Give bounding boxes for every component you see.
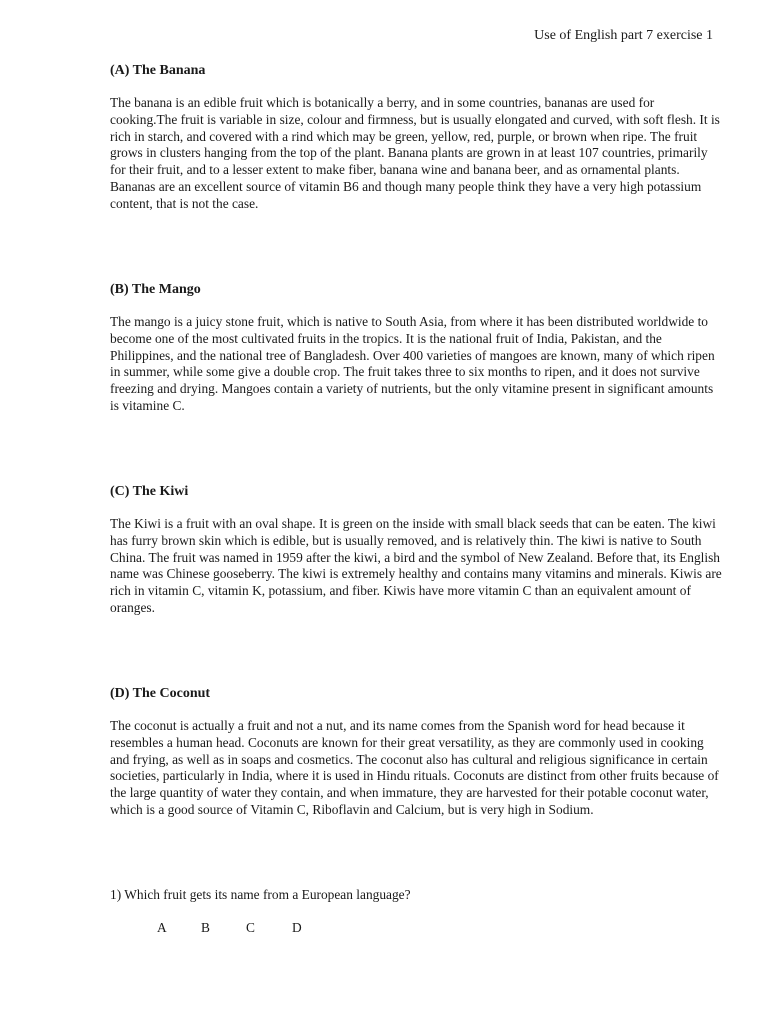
page-header-title: Use of English part 7 exercise 1: [534, 28, 713, 43]
option-c: C: [246, 920, 255, 935]
section-title-mango: (B) The Mango: [110, 282, 201, 297]
section-paragraph-mango: The mango is a juicy stone fruit, which is native to South Asia, from where it has been distributed worldwide to become one of the most cultivated fruits in the tropics. It is the national fruit of India, Pakistan, and the Philippines, and the national tree of Bangladesh. Over 400 varieties of mangoes are known, many of which ripen in summer, while some give a double crop. The fruit takes three to six months to ripen, and it does not survive freezing and drying. Mangoes contain a variety of nutrients, but the only vitamine present in significant amounts is vitamine C.: [110, 314, 715, 413]
question-text: 1) Which fruit gets its name from a European language?: [110, 887, 411, 902]
section-paragraph-banana: The banana is an edible fruit which is botanically a berry, and in some countries, bananas are used for cooking.The fruit is variable in size, colour and firmness, but is usually elongated and curved, with soft flesh. It is rich in starch, and covered with a rind which may be green, yellow, red, purple, or brown when ripe. The fruit grows in clusters hanging from the top of the plant. Banana plants are grown in at least 107 countries, primarily for their fruit, and to a lesser extent to make fiber, banana wine and banana beer, and as ornamental plants. Bananas are an excellent source of vitamin B6 and though many people think they have a very high potassium content, that is not the case.: [110, 95, 720, 211]
option-b: B: [201, 920, 210, 935]
section-paragraph-coconut: The coconut is actually a fruit and not a nut, and its name comes from the Spanish word for head because it resembles a human head. Coconuts are known for their great versatility, as they are commonly used in cooking and frying, as well as in soaps and cosmetics. The coconut also has cultural and religious significance in certain societies, particularly in India, where it is used in Hindu rituals. Coconuts are distinct from other fruits because of the large quantity of water they contain, and when immature, they are harvested for their potable coconut water, which is a good source of Vitamin C, Riboflavin and Calcium, but is very high in Sodium.: [110, 718, 719, 817]
option-a: A: [157, 920, 167, 935]
section-title-coconut: (D) The Coconut: [110, 686, 211, 701]
section-paragraph-kiwi: The Kiwi is a fruit with an oval shape. It is green on the inside with small black seeds that can be eaten. The kiwi has furry brown skin which is edible, but is usually removed, and is relatively thin. The kiwi is native to South China. The fruit was named in 1959 after the kiwi, a bird and the symbol of New Zealand. Before that, its English name was Chinese gooseberry. The kiwi is extremely healthy and contains many vitamins and minerals. Kiwis are rich in vitamin C, vitamin K, potassium, and fiber. Kiwis have more vitamin C than an equivalent amount of oranges.: [110, 516, 722, 615]
section-title-kiwi: (C) The Kiwi: [110, 484, 189, 499]
section-title-banana: (A) The Banana: [110, 63, 206, 78]
option-d: D: [292, 920, 302, 935]
